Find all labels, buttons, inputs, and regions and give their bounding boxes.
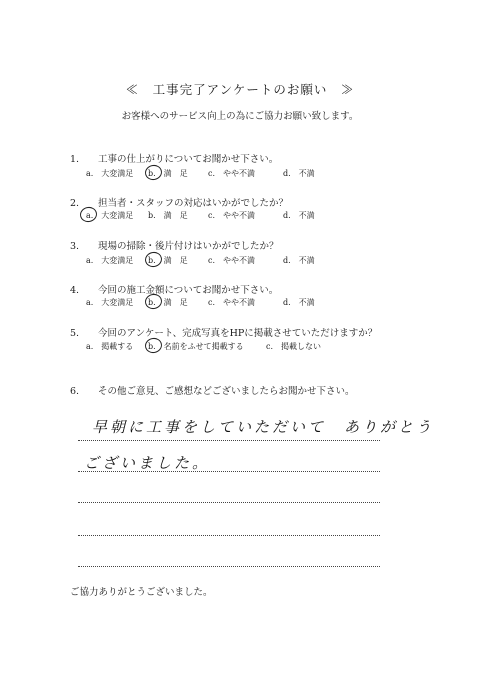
question-text: 現場の掃除・後片付けはいかがでしたか？: [98, 241, 279, 252]
option-c[interactable]: c. 掲載しない: [266, 342, 322, 351]
option-b[interactable]: b. 満 足: [148, 256, 188, 265]
handwritten-comment-line-2: ございました。: [84, 454, 211, 472]
option-d[interactable]: d. 不満: [283, 298, 315, 307]
option-a[interactable]: a. 大変満足: [86, 256, 134, 265]
option-b[interactable]: b. 満 足: [148, 169, 188, 178]
option-a[interactable]: a. 大変満足: [86, 211, 134, 220]
option-c[interactable]: c. やや不満: [208, 298, 256, 307]
question-2: [70, 195, 288, 209]
question-text: 工事の仕上がりについてお聞かせ下さい。: [98, 154, 279, 165]
question-text: 今回の施工金額についてお聞かせ下さい。: [98, 285, 279, 296]
option-d[interactable]: d. 不満: [283, 256, 315, 265]
survey-subtitle: お客様へのサービス向上の為にご協力お願い致します。: [121, 111, 359, 122]
option-b[interactable]: b. 満 足: [148, 298, 188, 307]
question-text: 担当者・スタッフの対応はいかがでしたか？: [98, 198, 289, 209]
option-b[interactable]: b. 名前をふせて掲載する: [148, 342, 244, 351]
question-number: 6.: [70, 386, 80, 397]
option-d[interactable]: d. 不満: [283, 211, 315, 220]
question-number: 4.: [70, 285, 80, 296]
option-a[interactable]: a. 大変満足: [86, 298, 134, 307]
option-c[interactable]: c. やや不満: [208, 169, 256, 178]
question-number: 2.: [70, 198, 80, 209]
question-number: 1.: [70, 154, 80, 165]
option-b[interactable]: b. 満 足: [148, 211, 188, 220]
comment-line: [78, 440, 380, 441]
option-c[interactable]: c. やや不満: [208, 211, 256, 220]
question-3: [70, 238, 279, 252]
comment-line: [78, 535, 380, 536]
survey-title: ≪ 工事完了アンケートのお願い ≫: [125, 82, 355, 97]
question-text: 今回のアンケート、完成写真をHPに掲載させていただけますか？: [98, 328, 378, 339]
question-number: 3.: [70, 241, 80, 252]
option-a[interactable]: a. 掲載する: [86, 342, 134, 351]
thank-you-footer: ご協力ありがとうございました。: [70, 587, 213, 598]
question-text: その他ご意見、ご感想などございましたらお聞かせ下さい。: [98, 386, 355, 397]
option-a[interactable]: a. 大変満足: [86, 169, 134, 178]
question-5: [70, 325, 377, 339]
question-number: 5.: [70, 328, 80, 339]
comment-line: [78, 566, 380, 567]
question-6: [70, 383, 355, 397]
option-d[interactable]: d. 不満: [283, 169, 315, 178]
handwritten-comment-line-1: 早朝に工事をしていただいて ありがとう: [92, 418, 435, 436]
option-c[interactable]: c. やや不満: [208, 256, 256, 265]
question-1: [70, 151, 278, 165]
question-4: [70, 282, 278, 296]
comment-line: [78, 502, 380, 503]
